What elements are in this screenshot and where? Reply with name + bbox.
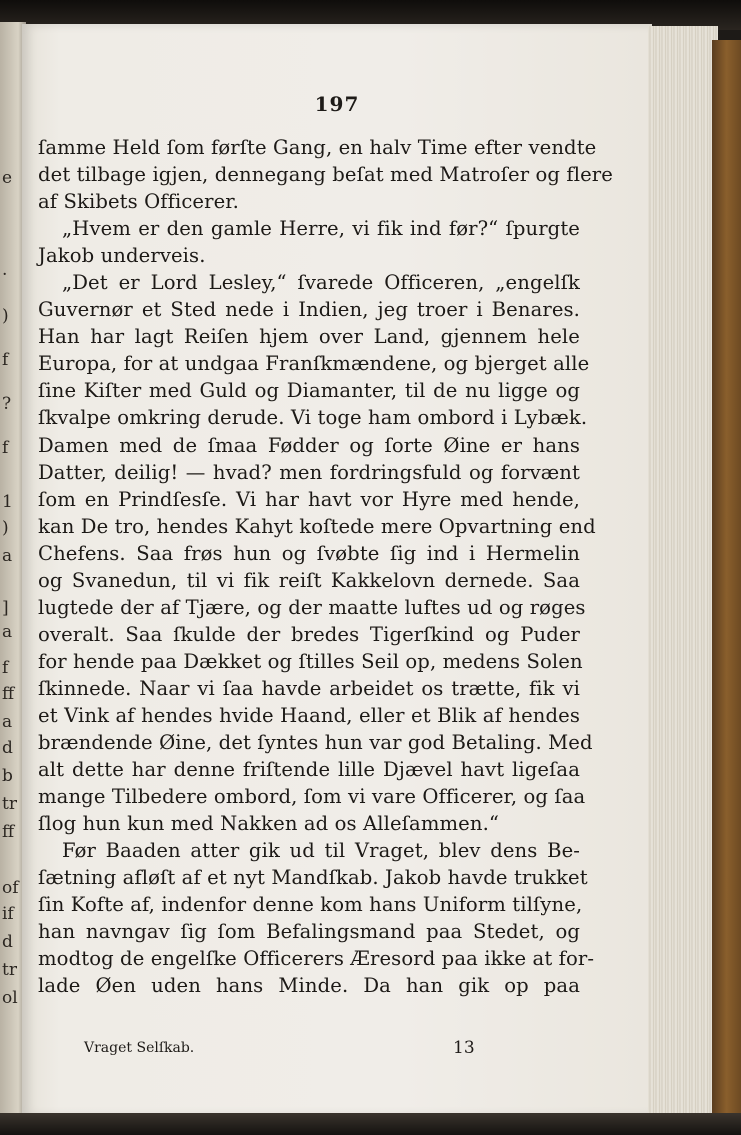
text-line: „Det er Lord Lesley,“ ſvarede Officeren, „engelſk: [62, 271, 580, 295]
scan-bottom-shadow: [0, 1113, 741, 1135]
text-line: lugtede der af Tjære, og der maatte luftes ud og røges: [38, 595, 586, 619]
text-line: ſin Kofte af, indenfor denne kom hans Uniform tilſyne,: [38, 893, 583, 917]
text-line: ſamme Held ſom førſte Gang, en halv Time efter vendte: [38, 136, 597, 159]
text-line: overalt. Saa ſkulde der bredes Tigerſkind og Puder: [38, 622, 580, 646]
text-line: „Hvem er den gamle Herre, vi fik ind før?“ ſpurgte: [62, 217, 580, 241]
fragment: a: [2, 712, 13, 732]
fragment: a: [2, 546, 13, 566]
text-line: han navngav ſig ſom Befalingsmand paa Stedet, og: [38, 920, 580, 944]
text-line: kan De tro, hendes Kahyt koſtede mere Opvartning end: [38, 514, 596, 538]
text-line: ſætning afløſt af et nyt Mandſkab. Jakob havde trukket: [38, 866, 588, 890]
fragment: 1: [2, 492, 13, 512]
fragment: f: [2, 438, 9, 458]
text-line: ſkvalpe omkring derude. Vi toge ham ombord i Lybæk.: [38, 406, 588, 430]
fragment: a: [2, 622, 13, 642]
text-line: Chefens. Saa frøs hun og ſvøbte ſig ind i Hermelin: [38, 541, 580, 565]
page-number: 197: [314, 92, 360, 116]
fragment: ): [2, 518, 9, 538]
text-line: alt dette har denne friſtende lille Djævel havt ligeſaa: [38, 758, 580, 782]
fragment: ff: [2, 822, 15, 842]
text-line: Jakob underveis.: [38, 244, 206, 268]
text-line: brændende Øine, det ſyntes hun var god Betaling. Med: [38, 731, 593, 755]
page-block-edges: [648, 26, 718, 1116]
body-text: [38, 134, 613, 1000]
page-footer: [60, 1038, 580, 1062]
text-line: ſine Kiſter med Guld og Diamanter, til de nu ligge og: [38, 379, 580, 403]
fragment: e: [2, 168, 13, 188]
fragment: f: [2, 350, 9, 370]
text-line: lade Øen uden hans Minde. Da han gik op paa: [38, 974, 580, 998]
text-line: og Svanedun, til vi fik reiſt Kakkelovn dernede. Saa: [38, 568, 580, 592]
fragment: b: [2, 766, 13, 786]
text-line: mange Tilbedere ombord, ſom vi vare Officerer, og ſaa: [38, 785, 586, 809]
text-line: af Skibets Officerer.: [38, 190, 239, 214]
text-line: Datter, deilig! — hvad? men fordringsfuld og forvænt: [38, 460, 580, 484]
book-cover-edge: [712, 40, 741, 1120]
book-page: [22, 24, 652, 1116]
text-line: det tilbage igjen, dennegang beſat med Matroſer og flere: [38, 163, 613, 187]
fragment: if: [2, 904, 14, 924]
text-line: Før Baaden atter gik ud til Vraget, blev dens Be-: [62, 839, 580, 863]
text-line: ſom en Prindſesſe. Vi har havt vor Hyre med hende,: [38, 487, 580, 511]
fragment: ): [2, 306, 9, 326]
fragment: d: [2, 932, 13, 952]
sheet-number: 13: [453, 1038, 475, 1058]
signature-mark: Vraget Selſkab.: [84, 1040, 195, 1056]
text-line: for hende paa Dækket og ſtilles Seil op, medens Solen: [38, 649, 583, 673]
fragment: tr: [2, 960, 17, 980]
fragment: ]: [2, 598, 9, 618]
fragment: ol: [2, 988, 18, 1008]
text-line: Guvernør et Sted nede i Indien, jeg troer i Benares.: [38, 298, 580, 322]
fragment: tr: [2, 794, 17, 814]
text-line: Han har lagt Reiſen hjem over Land, gjennem hele: [38, 325, 580, 349]
text-line: Damen med de ſmaa Fødder og ſorte Øine er hans: [38, 433, 580, 457]
text-line: Europa, for at undgaa Franſkmændene, og bjerget alle: [38, 352, 590, 376]
fragment: .: [2, 260, 8, 280]
text-line: ſkinnede. Naar vi ſaa havde arbeidet os trætte, fik vi: [38, 676, 580, 700]
fragment: of: [2, 878, 19, 898]
text-line: et Vink af hendes hvide Haand, eller et Blik af hendes: [38, 703, 580, 727]
fragment: f: [2, 658, 9, 678]
fragment: ?: [2, 394, 12, 414]
fragment: d: [2, 738, 13, 758]
fragment: ff: [2, 684, 15, 704]
text-line: modtog de engelſke Officerers Æresord paa ikke at for-: [38, 947, 595, 971]
text-line: ſlog hun kun med Nakken ad os Alleſammen.“: [38, 812, 500, 836]
